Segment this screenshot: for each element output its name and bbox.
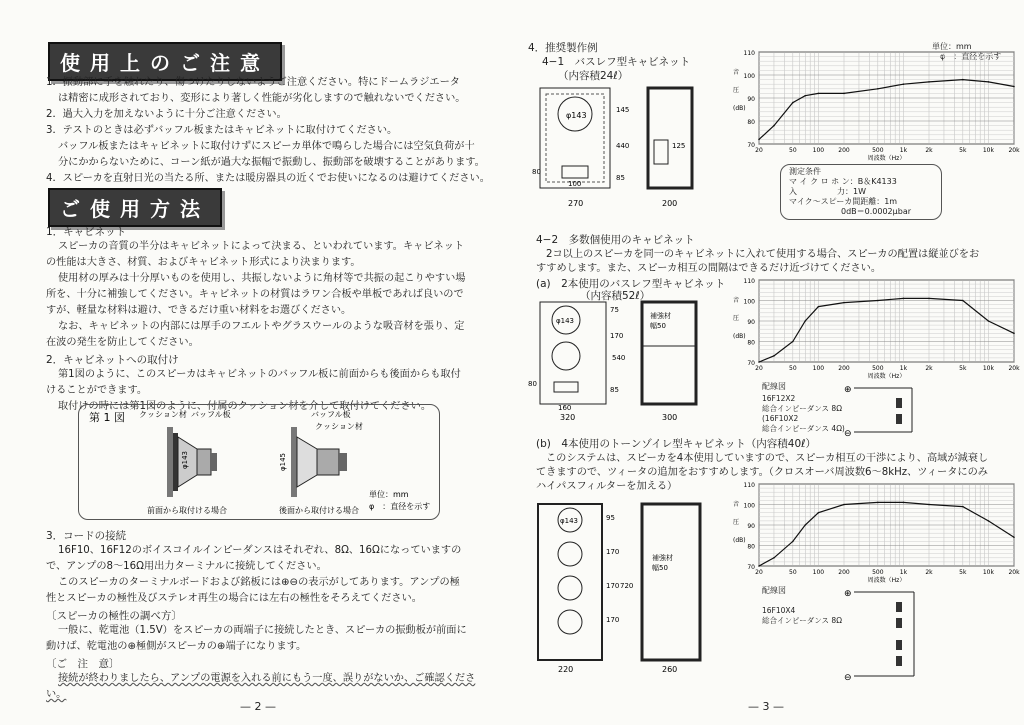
- wiring-line: 総合インピーダンス 8Ω: [762, 616, 842, 625]
- wiring-line: 16F10X4: [762, 606, 796, 615]
- cab1-85: 85: [616, 174, 625, 182]
- data-point: [1013, 333, 1015, 335]
- x-tick-label: 500: [872, 365, 884, 372]
- data-point: [928, 504, 930, 506]
- x-tick-label: 2k: [925, 569, 933, 576]
- wiring-line: 16F12X2: [762, 394, 796, 403]
- paragraph-line: このシステムは、スピーカを4本使用していますので、スピーカ相互の干渉により、高域が減衰し: [546, 453, 989, 464]
- cab2-75: 75: [610, 306, 619, 314]
- y-tick-label: 80: [747, 543, 755, 551]
- dim-phi145: φ145: [279, 453, 287, 471]
- wiring-title: 配線図: [762, 586, 786, 595]
- cushion-label: クッション材: [139, 410, 187, 419]
- cab1-270: 270: [568, 199, 584, 208]
- data-point: [928, 81, 930, 83]
- x-tick-label: 10k: [982, 365, 994, 372]
- measurement-box: [780, 164, 942, 220]
- data-point: [818, 306, 820, 308]
- data-point: [962, 79, 964, 81]
- cab1-phi: φ143: [566, 111, 587, 120]
- cab1-125: 125: [672, 142, 686, 150]
- frequency-response-chart-1: [727, 44, 1022, 162]
- caution-line: バッフル板またはキャビネットに取付けずにスピーカ単体で鳴らした場合には空気負荷が十: [58, 141, 475, 152]
- y-axis-label: 音: [733, 297, 740, 304]
- data-point: [804, 95, 806, 97]
- caution-line: 分にかからないために、コーン紙が過大な振幅で振動し、振動部を破壊することがあります。: [58, 157, 485, 168]
- x-tick-label: 20: [755, 147, 763, 154]
- phi-note: φ ：直径を示す: [940, 52, 1002, 61]
- x-tick-label: 20: [755, 365, 763, 372]
- paragraph-line: すが、軽量な材料は避け、できるだけ重い材料をお選びください。: [46, 305, 352, 316]
- cab2-320: 320: [560, 413, 576, 422]
- caption-front: 前面から取付ける場合: [147, 506, 227, 515]
- data-point: [877, 502, 879, 504]
- caution-banner: 使用上のご注意: [48, 42, 282, 81]
- y-axis-label: (dB): [733, 105, 746, 112]
- section-title: 3．コードの接続: [46, 530, 127, 542]
- cab1-145: 145: [616, 106, 630, 114]
- x-tick-label: 20k: [1008, 365, 1020, 372]
- x-axis-label: 周波数（Hz）: [867, 155, 906, 162]
- volume-label: （内容積24ℓ）: [558, 70, 629, 82]
- y-tick-label: 70: [747, 564, 755, 571]
- x-axis-label: 周波数（Hz）: [867, 577, 906, 584]
- y-tick-label: 70: [747, 142, 755, 149]
- x-tick-label: 1k: [899, 147, 908, 154]
- paragraph-line: 在波の発生を防止してください。: [46, 337, 199, 348]
- x-tick-label: 2k: [925, 147, 933, 154]
- x-tick-label: 1k: [899, 365, 908, 372]
- data-point: [758, 565, 760, 567]
- data-point: [792, 102, 794, 104]
- data-point: [804, 320, 806, 322]
- paragraph-line: 性とスピーカの極性及びステレオ再生の場合には左右の極性をそろえてください。: [46, 593, 422, 604]
- baffle-label-2: バッフル板: [311, 410, 351, 419]
- y-tick-label: 80: [747, 339, 755, 347]
- cab2-fill: 補強材: [650, 312, 671, 320]
- caption-rear: 後面から取付ける場合: [279, 506, 359, 515]
- svg-text:⊖: ⊖: [844, 673, 852, 683]
- data-point: [877, 300, 879, 302]
- data-point: [818, 93, 820, 95]
- caution-line: 3．テストのときは必ずバッフル板またはキャビネットに取付けてください。: [46, 125, 398, 136]
- paragraph-line: ハイパスフィルターを加える）: [536, 481, 678, 492]
- right-page: [512, 0, 1024, 725]
- wiring-line: 総合インピーダンス 4Ω): [762, 424, 845, 433]
- y-tick-label: 90: [747, 96, 755, 103]
- cabinet-1-drawing: [530, 84, 730, 214]
- paragraph-line: 取付けの時には第1図のように、付属のクッション材を介して取付けてください。: [58, 401, 432, 412]
- frequency-response-chart-3: [727, 476, 1022, 584]
- cab1-100: 100: [568, 180, 582, 188]
- meas-line: 0dB＝0.0002μbar: [841, 207, 912, 216]
- x-tick-label: 100: [812, 365, 825, 372]
- cab2-300: 300: [662, 413, 678, 422]
- paragraph-line: すすめします。また、スピーカ相互の間隔はできるだけ近づけてください。: [536, 263, 882, 274]
- caution-line: 4．スピーカを直射日光の当たる所、または暖房器具の近くでお使いになるのは避けてください。: [46, 173, 490, 184]
- y-axis-label: 圧: [733, 315, 740, 322]
- y-tick-label: 80: [747, 119, 755, 126]
- paragraph-line: なお、キャビネットの内部には厚手のフエルトやグラスウールのような吸音材を張り、定: [58, 321, 465, 332]
- data-point: [843, 504, 845, 506]
- x-tick-label: 5k: [959, 147, 967, 154]
- cab3-fill2: 幅50: [652, 564, 668, 572]
- paragraph-line: 16F10、16F12のボイスコイルインピーダンスはそれぞれ、8Ω、16Ωになっていますの: [58, 545, 462, 556]
- section-title: 2．キャビネットへの取付け: [46, 354, 179, 366]
- caution-line: 1．振動部に手を触れたり、傷つけたりしないようご注意ください。特にドームラジエータ: [46, 77, 460, 88]
- data-point: [962, 506, 964, 508]
- subsection-title: 4−2 多数個使用のキャビネット: [536, 234, 695, 246]
- dim-phi143: φ143: [181, 451, 189, 469]
- cab3-720: 720: [620, 582, 634, 590]
- paragraph-line: てきますので、ツィータの追加をおすすめします。（クロスオーバ周波数6〜8kHz、ツィータにのみ: [536, 467, 988, 478]
- y-tick-label: 100: [743, 298, 755, 306]
- figure-title: 第 1 図: [89, 411, 125, 424]
- figure-1-drawing: [79, 405, 439, 519]
- x-tick-label: 10k: [982, 569, 994, 576]
- cab2-phi: φ143: [556, 317, 574, 325]
- frequency-response-chart-2: [727, 272, 1022, 380]
- paragraph-line: の性能は大きさ、材質、およびキャビネット形式により決まります。: [46, 257, 361, 268]
- svg-text:⊕: ⊕: [844, 385, 852, 395]
- paragraph-line: このスピーカのターミナルボードおよび銘板には⊕⊖の表示がしてあります。アンプの極: [58, 577, 460, 588]
- paragraph-line: けることができます。: [46, 385, 148, 396]
- svg-text:⊖: ⊖: [844, 429, 852, 439]
- cabinet-3-drawing: [528, 500, 728, 680]
- x-tick-label: 100: [812, 147, 825, 154]
- cab2-170: 170: [610, 332, 624, 340]
- baffle-label: バッフル板: [191, 410, 231, 419]
- response-curve: [759, 502, 1014, 566]
- caution-line: は精密に成形されており、変形により著しく性能が劣化しますので触れないでください。: [58, 93, 466, 104]
- x-tick-label: 5k: [959, 569, 967, 576]
- phi-note: φ ：直径を示す: [369, 502, 431, 511]
- x-tick-label: 200: [838, 147, 850, 154]
- x-tick-label: 50: [789, 569, 797, 576]
- cab2-540: 540: [612, 354, 626, 362]
- cab3-260: 260: [662, 665, 678, 674]
- data-point: [792, 541, 794, 543]
- wiring-diagram-b: [842, 584, 932, 684]
- data-point: [877, 88, 879, 90]
- x-axis-label: 周波数（Hz）: [867, 373, 906, 380]
- y-tick-label: 90: [747, 319, 755, 326]
- paragraph-line: 第1図のように、このスピーカはキャビネットのバッフル板に前面からも後面からも取付: [58, 369, 461, 380]
- y-tick-label: 90: [747, 523, 755, 530]
- cab1-200: 200: [662, 199, 678, 208]
- meas-line: 入 力：1W: [789, 187, 866, 196]
- cab2-85: 85: [610, 386, 619, 394]
- usage-banner: ご使用方法: [48, 188, 222, 227]
- caution-line: 2．過大入力を加えないように十分ご注意ください。: [46, 109, 287, 120]
- data-point: [988, 520, 990, 522]
- x-tick-label: 20k: [1008, 147, 1020, 154]
- y-axis-label: (dB): [733, 333, 746, 340]
- paragraph-line: 所を、十分に補強してください。キャビネットの材質はラワン合板や単板であれば良いので: [46, 289, 464, 300]
- cushion-label-2: クッション材: [315, 422, 363, 431]
- data-point: [988, 81, 990, 83]
- unit-note: 単位：mm: [932, 42, 972, 51]
- x-tick-label: 10k: [982, 147, 994, 154]
- x-tick-label: 50: [789, 147, 797, 154]
- paragraph-line: スピーカの音質の半分はキャビネットによって決まる、といわれています。キャビネット: [58, 241, 465, 252]
- paragraph-line: 接続が終わりましたら、アンプの電源を入れる前にもう一度、誤りがないか、ご確認くださ: [58, 673, 476, 684]
- x-tick-label: 5k: [959, 365, 967, 372]
- x-tick-label: 200: [838, 569, 850, 576]
- volume-label: （内容積52ℓ）: [580, 290, 651, 302]
- data-point: [903, 83, 905, 85]
- figure-1-box: [78, 404, 440, 520]
- y-axis-label: 圧: [733, 87, 740, 94]
- x-tick-label: 2k: [925, 365, 933, 372]
- page-number: — 3 —: [748, 700, 784, 713]
- cab3-fill: 補強材: [652, 554, 673, 562]
- y-tick-label: 100: [743, 502, 755, 510]
- data-point: [843, 93, 845, 95]
- data-point: [988, 320, 990, 322]
- cab2-160: 160: [558, 404, 572, 412]
- data-point: [1013, 86, 1015, 88]
- x-tick-label: 20: [755, 569, 763, 576]
- cab3-170a: 170: [606, 548, 620, 556]
- paragraph-line: い。: [46, 689, 67, 700]
- paragraph-line: 使用材の厚みは十分厚いものを使用し、共振しないように角材等で共振の起こりやすい場: [58, 273, 466, 284]
- y-axis-label: 音: [733, 69, 740, 76]
- data-point: [792, 341, 794, 343]
- data-point: [962, 300, 964, 302]
- y-tick-label: 70: [747, 360, 755, 367]
- note-title: 〔ご 注 意〕: [46, 658, 120, 670]
- cab3-170b: 170: [606, 582, 620, 590]
- paragraph-line: で、アンプの8〜16Ω用出力ターミナルに接続してください。: [46, 561, 327, 572]
- data-point: [903, 298, 905, 300]
- svg-text:⊕: ⊕: [844, 589, 852, 599]
- y-tick-label: 110: [743, 50, 755, 57]
- unit-note: 単位：mm: [369, 490, 409, 499]
- data-point: [1013, 537, 1015, 539]
- y-tick-label: 110: [743, 482, 755, 489]
- page-number: — 2 —: [240, 700, 276, 713]
- data-point: [773, 355, 775, 357]
- paragraph-line: 一般に、乾電池（1.5V）をスピーカの両端子に接続したとき、スピーカの振動板が前面に: [58, 625, 467, 636]
- section-title: 4．推奨製作例: [528, 42, 598, 54]
- data-point: [804, 524, 806, 526]
- data-point: [773, 125, 775, 127]
- meas-title: 測定条件: [789, 167, 821, 176]
- subsection-title: (a) 2本使用のバスレフ型キャビネット: [536, 278, 726, 290]
- wiring-line: 総合インピーダンス 8Ω: [762, 404, 842, 413]
- cab2-80: 80: [528, 380, 537, 388]
- y-axis-label: 音: [733, 501, 740, 508]
- x-tick-label: 100: [812, 569, 825, 576]
- wiring-title: 配線図: [762, 382, 786, 391]
- y-axis-label: (dB): [733, 537, 746, 544]
- data-point: [903, 502, 905, 504]
- data-point: [773, 557, 775, 559]
- cab3-95: 95: [606, 514, 615, 522]
- y-tick-label: 100: [743, 73, 755, 80]
- data-point: [758, 361, 760, 363]
- data-point: [818, 512, 820, 514]
- paragraph-line: 2コ以上のスピーカを同一のキャビネットに入れて使用する場合、スピーカの配置は縦並びをお: [546, 249, 980, 260]
- section-title: 1．キャビネット: [46, 226, 127, 238]
- response-curve: [759, 298, 1014, 362]
- subsection-title: 4−1 バスレフ型キャビネット: [542, 56, 691, 68]
- cab3-170c: 170: [606, 616, 620, 624]
- x-tick-label: 500: [872, 147, 884, 154]
- cab1-440: 440: [616, 142, 630, 150]
- y-tick-label: 110: [743, 278, 755, 285]
- cab2-fill2: 幅50: [650, 322, 666, 330]
- cab3-220: 220: [558, 665, 574, 674]
- wiring-diagram-a: [842, 380, 932, 440]
- subsection-title: (b) 4本使用のトーンゾイレ型キャビネット（内容積40ℓ）: [536, 438, 817, 450]
- data-point: [928, 298, 930, 300]
- cab3-phi: φ143: [560, 517, 578, 525]
- cabinet-2-drawing: [526, 298, 726, 423]
- meas-line: マ イ ク ロ ホ ン：B＆K4133: [789, 177, 897, 186]
- paragraph-line: 動けば、乾電池の⊕極側がスピーカの⊕端子になります。: [46, 641, 307, 652]
- x-tick-label: 200: [838, 365, 850, 372]
- x-tick-label: 50: [789, 365, 797, 372]
- meas-line: マイク〜スピーカ間距離：1m: [789, 197, 898, 206]
- x-tick-label: 20k: [1008, 569, 1020, 576]
- cab1-80: 80: [532, 168, 541, 176]
- wiring-line: (16F10X2: [762, 414, 799, 423]
- polarity-title: 〔スピーカの極性の調べ方〕: [46, 610, 182, 622]
- data-point: [843, 302, 845, 304]
- x-tick-label: 500: [872, 569, 884, 576]
- data-point: [758, 139, 760, 141]
- y-axis-label: 圧: [733, 519, 740, 526]
- x-tick-label: 1k: [899, 569, 908, 576]
